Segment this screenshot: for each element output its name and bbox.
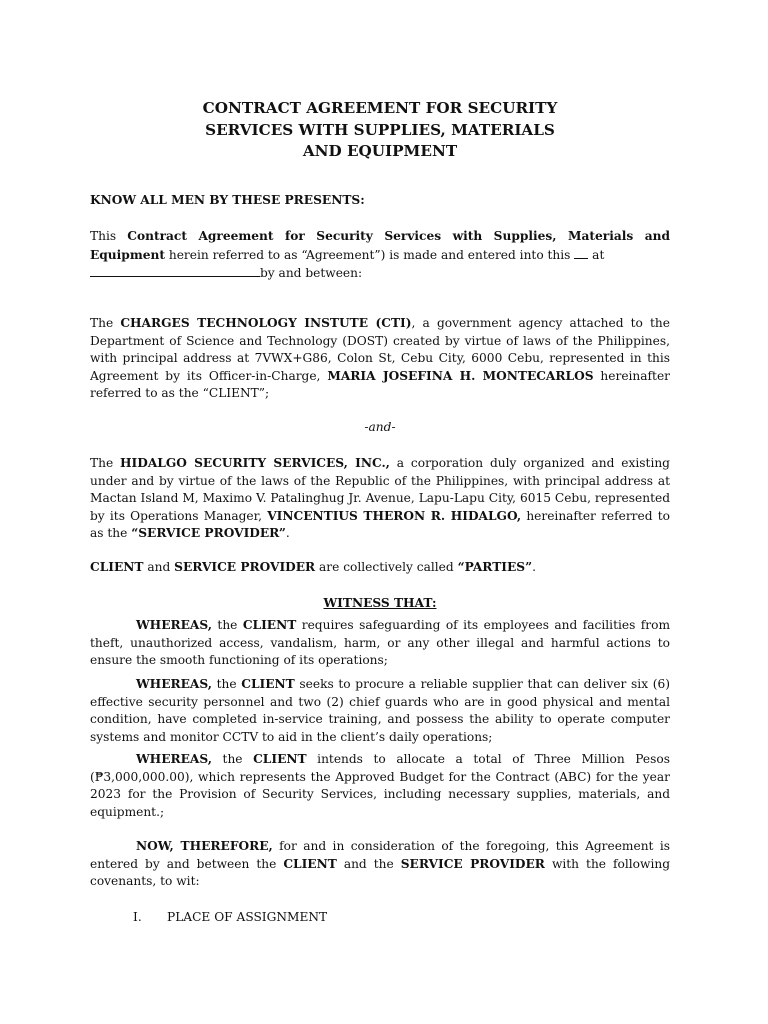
title-line-1: CONTRACT AGREEMENT FOR SECURITY <box>202 99 558 117</box>
parties-paragraph: CLIENT and SERVICE PROVIDER are collectively called “PARTIES”. <box>90 560 536 574</box>
whereas-paragraph-3: WHEREAS, the CLIENT intends to allocate a total of Three Million Pesos (₱3,000,000.00), which represents the Approved Budget for the Contract (ABC) for the year 2023 for the Provision of Security Services, including necessary supplies, materials, and equipment.; <box>90 752 670 819</box>
title-line-2: SERVICES WITH SUPPLIES, MATERIALS <box>205 120 555 139</box>
client-paragraph: The CHARGES TECHNOLOGY INSTUTE (CTI), a government agency attached to the Department of Science and Technology (DOST) created by virtue of laws of the Philippines, with principal address at 7VWX+G86, Colon St, Cebu City, 6000 Cebu, represented in this Agreement by its Officer-in-Charge, MARIA JOSEFINA H. MONTECARLOS hereinafter referred to as the “CLIENT”; <box>90 316 670 401</box>
officer-name: MARIA JOSEFINA H. MONTECARLOS <box>327 368 594 383</box>
section-title: PLACE OF ASSIGNMENT <box>167 910 328 924</box>
whereas-paragraph-1: WHEREAS, the CLIENT requires safeguarding of its employees and facilities from theft, unauthorized access, vandalism, harm, or any other illegal and harmful actions to ensure the smooth functioning of its operations; <box>90 618 670 668</box>
contract-name: Contract Agreement for Security Services with Supplies, Materials and Equipment <box>90 229 670 262</box>
now-therefore-paragraph: NOW, THEREFORE, for and in consideration of the foregoing, this Agreement is entered by and between the CLIENT and the SERVICE PROVIDER with the following covenants, to wit: <box>90 839 670 889</box>
provider-name: HIDALGO SECURITY SERVICES, INC., <box>120 456 390 470</box>
manager-name: VINCENTIUS THERON R. HIDALGO, <box>267 508 522 523</box>
intro-paragraph: This Contract Agreement for Security Services with Supplies, Materials and Equipment herein referred to as “Agreement”) is made and entered into this at by and between: <box>90 229 670 281</box>
whereas-paragraph-2: WHEREAS, the CLIENT seeks to procure a reliable supplier that can deliver six (6) effective security personnel and two (2) chief guards who are in good physical and mental condition, have completed in-service training, and possess the ability to operate computer systems and monitor CCTV to aid in the client’s daily operations; <box>90 677 670 744</box>
title-line-3: AND EQUIPMENT <box>302 142 458 160</box>
client-name: CHARGES TECHNOLOGY INSTUTE (CTI) <box>120 316 412 330</box>
service-provider-label: “SERVICE PROVIDER” <box>131 526 286 541</box>
date-blank <box>574 246 588 259</box>
and-separator: -and- <box>364 420 396 434</box>
witness-heading: WITNESS THAT: <box>323 596 437 610</box>
section-heading-1 <box>133 909 533 927</box>
place-blank <box>90 264 260 277</box>
provider-paragraph: The HIDALGO SECURITY SERVICES, INC., a corporation duly organized and existing under and by virtue of the laws of the Republic of the Philippines, with principal address at Mactan Island M, Maximo V. Patalinghug Jr. Avenue, Lapu-Lapu City, 6015 Cebu, represented by its Operations Manager, VINCENTIUS THERON R. HIDALGO, hereinafter referred to as the “SERVICE PROVIDER”. <box>90 456 670 541</box>
know-all-men-heading: KNOW ALL MEN BY THESE PRESENTS: <box>90 193 365 207</box>
section-numeral: I. <box>133 910 142 924</box>
document-title <box>90 98 670 163</box>
